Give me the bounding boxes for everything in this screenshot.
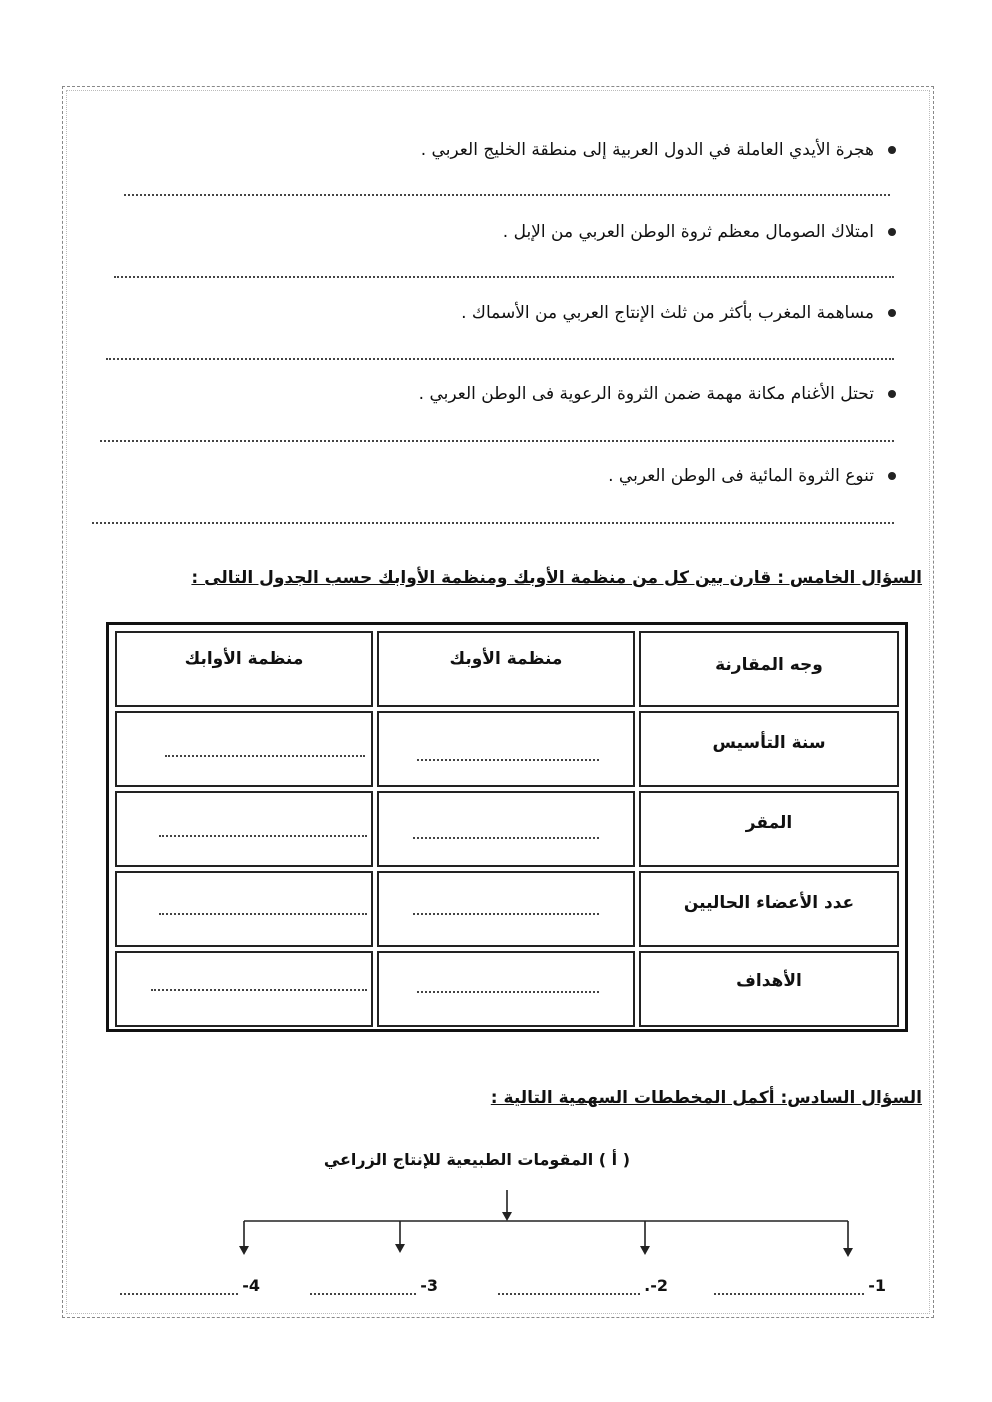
row-label-objectives: الأهداف (736, 971, 802, 991)
header-aspect: وجه المقارنة (715, 655, 823, 675)
diagram-item-3 (310, 1276, 438, 1295)
diagram-item-2 (498, 1276, 668, 1295)
header-oapec: منظمة الأوابك (184, 649, 304, 669)
diagram-item-1 (714, 1276, 886, 1295)
arrow-head-icon (239, 1246, 249, 1255)
arrow-head-icon (843, 1248, 853, 1257)
header-opec: منظمة الأوبك (449, 649, 563, 669)
item-number: 3- (420, 1276, 438, 1295)
item-answer-dots[interactable] (714, 1283, 864, 1295)
question-5-title: السؤال الخامس : قارن بين كل من منظمة الأوبك ومنظمة الأوابك حسب الجدول التالى : (191, 568, 922, 588)
row-label-headquarters: المقر (745, 813, 793, 833)
question-6-title: السؤال السادس: أكمل المخططات السهمية التالية : (490, 1088, 922, 1108)
diagram-item-4 (120, 1276, 260, 1295)
item-answer-dots[interactable] (310, 1283, 416, 1295)
bullet-text: هجرة الأيدي العاملة في الدول العربية إلى منطقة الخليج العربي . (420, 140, 874, 160)
item-answer-dots[interactable] (498, 1283, 640, 1295)
row-label-current-members: عدد الأعضاء الحاليين (683, 893, 855, 913)
item-number: 4- (242, 1276, 260, 1295)
item-number: 1- (868, 1276, 886, 1295)
row-label-founding-year: سنة التأسيس (712, 733, 826, 753)
bullet-text: مساهمة المغرب بأكثر من ثلث الإنتاج العربي من الأسماك . (461, 303, 874, 323)
arrow-head-icon (502, 1212, 512, 1221)
item-answer-dots[interactable] (120, 1283, 238, 1295)
bullet-text: امتلاك الصومال معظم ثروة الوطن العربي من الإبل . (502, 222, 874, 242)
arrow-head-icon (395, 1244, 405, 1253)
arrow-head-icon (640, 1246, 650, 1255)
bullet-text: تحتل الأغنام مكانة مهمة ضمن الثروة الرعوية فى الوطن العربي . (418, 384, 874, 404)
diagram-title: ( أ ) المقومات الطبيعية للإنتاج الزراعي (323, 1150, 630, 1169)
bullet-text: تنوع الثروة المائية فى الوطن العربي . (608, 466, 874, 486)
item-number: 2-. (644, 1276, 668, 1295)
